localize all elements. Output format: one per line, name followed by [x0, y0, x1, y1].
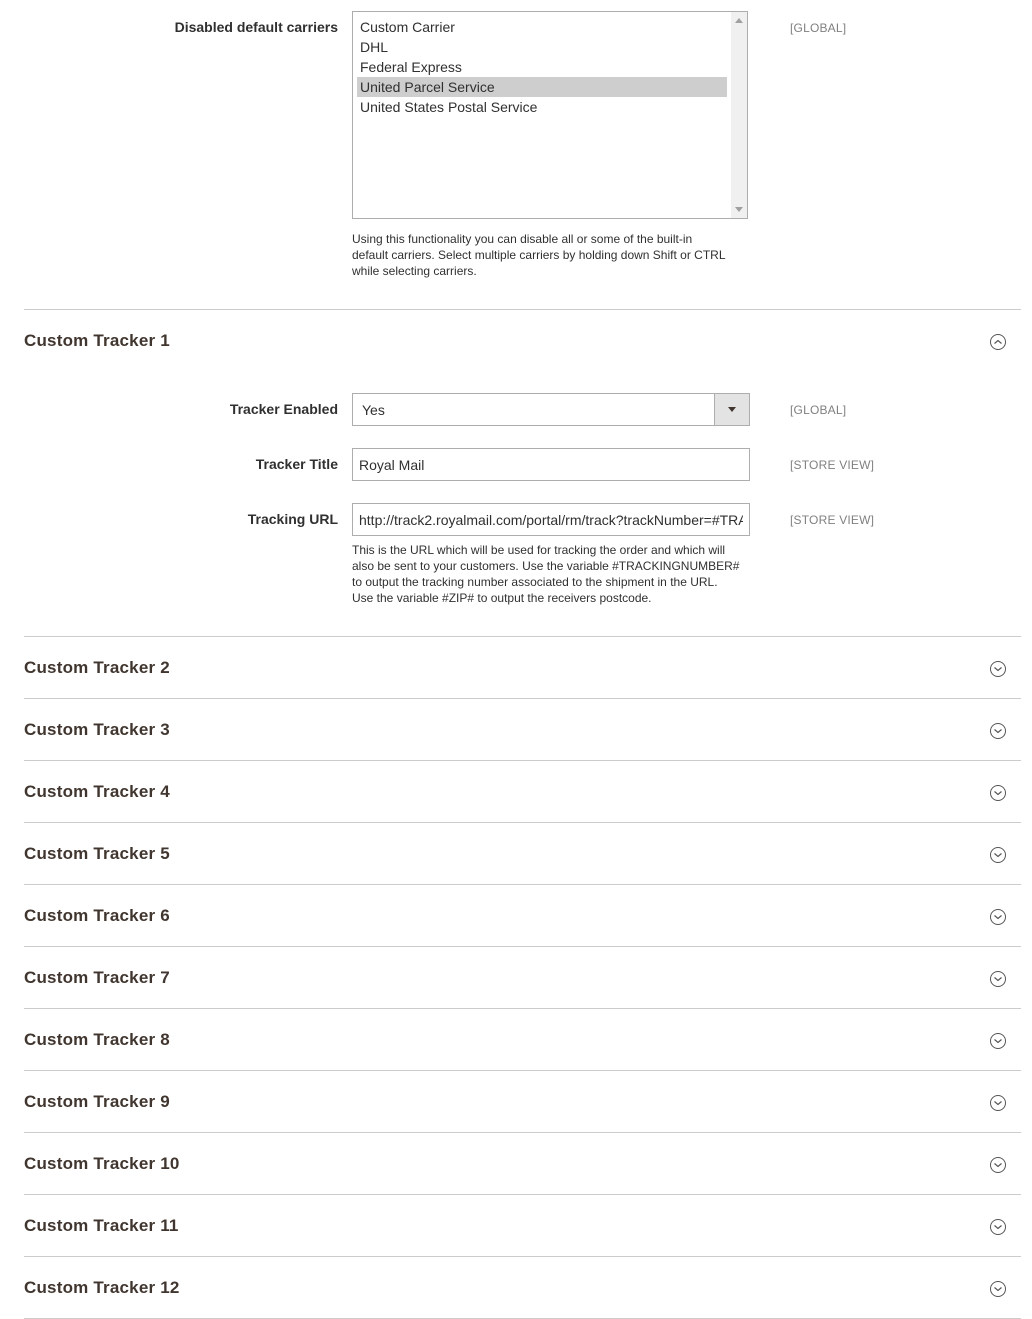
dropdown-button[interactable] — [714, 394, 749, 425]
tracking-url-scope: [STORE VIEW] — [790, 513, 875, 527]
tracker-enabled-select[interactable] — [352, 393, 750, 426]
tracker-title-scope: [STORE VIEW] — [790, 458, 875, 472]
multiselect-scrollbar[interactable] — [731, 12, 747, 218]
divider — [24, 1070, 1021, 1071]
chevron-down-circle-icon[interactable] — [990, 909, 1006, 925]
section-title-tracker-10[interactable]: Custom Tracker 10 — [24, 1154, 180, 1173]
note-line: also be sent to your customers. Use the variable #TRACKINGNUMBER# — [352, 559, 740, 573]
divider — [24, 822, 1021, 823]
divider — [24, 760, 1021, 761]
tracker-enabled-label: Tracker Enabled — [229, 401, 338, 417]
tracking-url-note — [352, 542, 750, 606]
tracker-enabled-scope: [GLOBAL] — [790, 403, 847, 417]
section-title-tracker-3[interactable]: Custom Tracker 3 — [24, 720, 170, 739]
scroll-up-icon[interactable] — [735, 18, 743, 23]
carrier-option[interactable]: Federal Express — [360, 59, 462, 75]
section-title-tracker-6[interactable]: Custom Tracker 6 — [24, 906, 170, 925]
chevron-down-circle-icon[interactable] — [990, 847, 1006, 863]
divider — [24, 309, 1021, 310]
divider — [24, 1008, 1021, 1009]
chevron-down-circle-icon[interactable] — [990, 1095, 1006, 1111]
divider — [24, 698, 1021, 699]
carriers-multiselect[interactable] — [352, 11, 748, 219]
divider — [24, 884, 1021, 885]
chevron-up-circle-icon[interactable] — [990, 334, 1006, 350]
section-title-tracker-7[interactable]: Custom Tracker 7 — [24, 968, 170, 987]
section-title-tracker-5[interactable]: Custom Tracker 5 — [24, 844, 170, 863]
tracking-url-label: Tracking URL — [247, 511, 338, 527]
tracking-url-input[interactable] — [352, 503, 750, 536]
section-title-tracker-1[interactable]: Custom Tracker 1 — [24, 331, 170, 350]
carrier-option[interactable]: United Parcel Service — [357, 77, 727, 97]
chevron-down-circle-icon[interactable] — [990, 1281, 1006, 1297]
tracker-title-label: Tracker Title — [255, 456, 338, 472]
note-line: Use the variable #ZIP# to output the receivers postcode. — [352, 591, 652, 605]
carriers-label: Disabled default carriers — [174, 19, 338, 35]
note-line: to output the tracking number associated to the shipment in the URL. — [352, 575, 718, 589]
carriers-note — [352, 231, 750, 279]
tracker-title-input[interactable] — [352, 448, 750, 481]
chevron-down-circle-icon[interactable] — [990, 1157, 1006, 1173]
section-title-tracker-4[interactable]: Custom Tracker 4 — [24, 782, 170, 801]
divider — [24, 636, 1021, 637]
scroll-down-icon[interactable] — [735, 207, 743, 212]
section-title-tracker-12[interactable]: Custom Tracker 12 — [24, 1278, 180, 1297]
carrier-option[interactable]: DHL — [360, 39, 389, 55]
chevron-down-circle-icon[interactable] — [990, 1033, 1006, 1049]
chevron-down-circle-icon[interactable] — [990, 785, 1006, 801]
carrier-option[interactable]: United States Postal Service — [360, 99, 538, 115]
section-title-tracker-2[interactable]: Custom Tracker 2 — [24, 658, 170, 677]
section-title-tracker-11[interactable]: Custom Tracker 11 — [24, 1216, 179, 1235]
chevron-down-circle-icon[interactable] — [990, 661, 1006, 677]
carrier-option[interactable]: Custom Carrier — [360, 19, 455, 35]
tracker-enabled-value: Yes — [362, 402, 385, 418]
chevron-down-circle-icon[interactable] — [990, 971, 1006, 987]
note-line: while selecting carriers. — [352, 264, 477, 278]
carriers-scope: [GLOBAL] — [790, 21, 847, 35]
chevron-down-icon — [728, 407, 736, 412]
divider — [24, 1256, 1021, 1257]
note-line: default carriers. Select multiple carriers by holding down Shift or CTRL — [352, 248, 726, 262]
section-title-tracker-8[interactable]: Custom Tracker 8 — [24, 1030, 170, 1049]
note-line: This is the URL which will be used for tracking the order and which will — [352, 543, 726, 557]
note-line: Using this functionality you can disable all or some of the built-in — [352, 232, 693, 246]
chevron-down-circle-icon[interactable] — [990, 723, 1006, 739]
divider — [24, 946, 1021, 947]
divider — [24, 1194, 1021, 1195]
section-title-tracker-9[interactable]: Custom Tracker 9 — [24, 1092, 170, 1111]
chevron-down-circle-icon[interactable] — [990, 1219, 1006, 1235]
divider — [24, 1132, 1021, 1133]
